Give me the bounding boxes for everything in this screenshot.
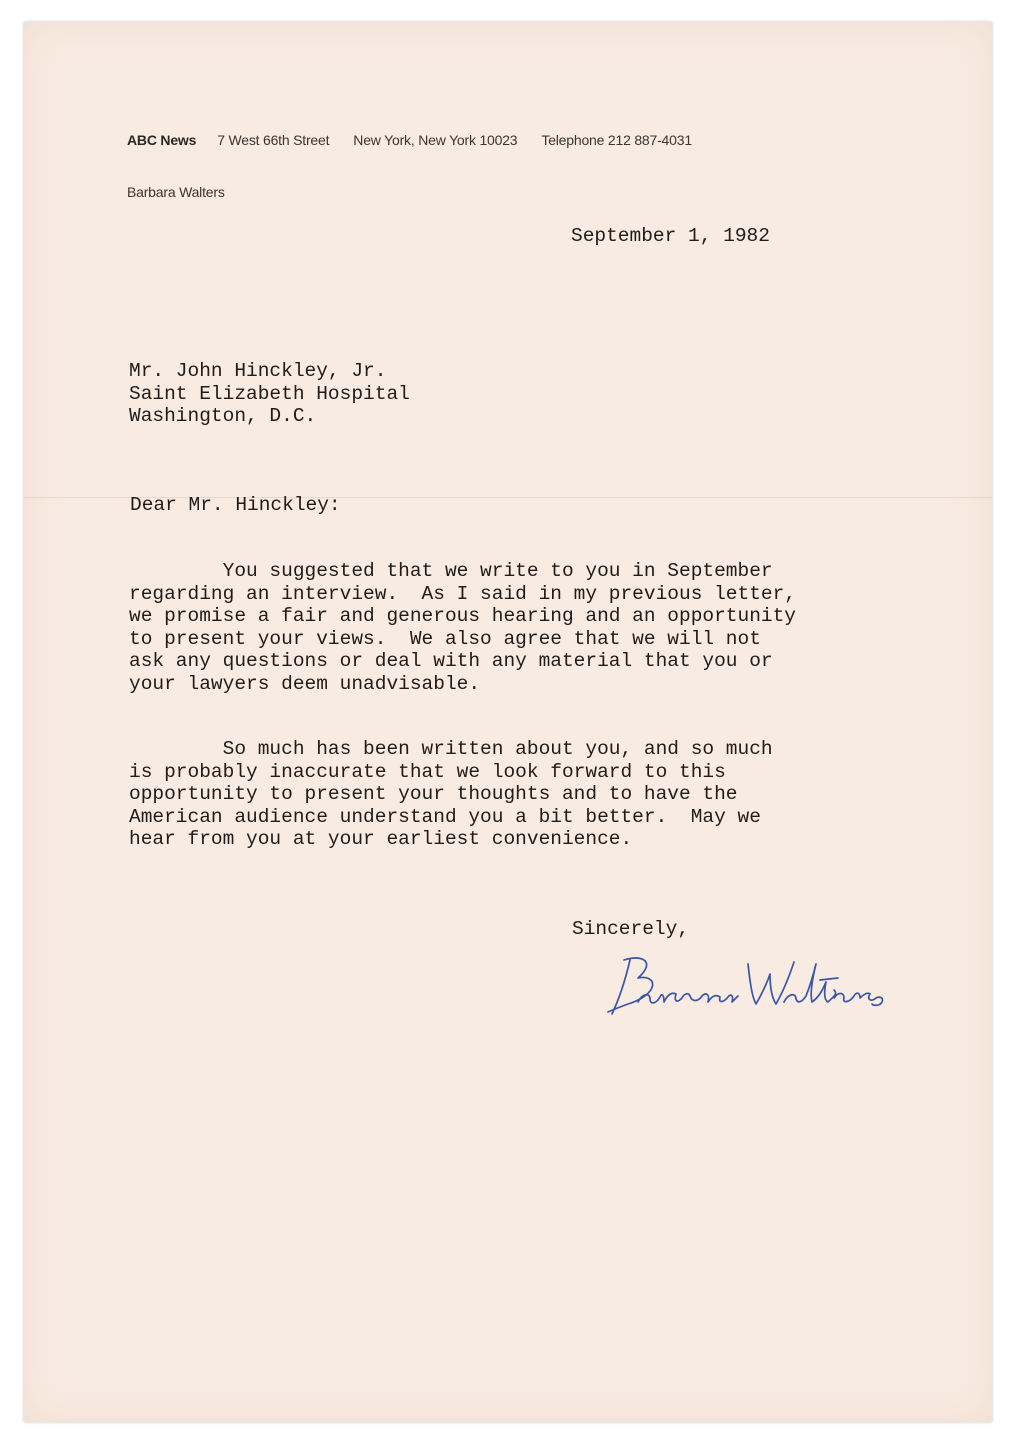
paragraph-line: opportunity to present your thoughts and to have the <box>129 783 738 805</box>
paragraph-line: You suggested that we write to you in September <box>129 560 773 582</box>
body-paragraph-2 <box>129 738 773 851</box>
letterhead-organization: ABC News <box>127 132 197 148</box>
paragraph-line: we promise a fair and generous hearing and an opportunity <box>129 605 797 627</box>
letterhead <box>127 132 692 148</box>
recipient-location: Washington, D.C. <box>129 405 317 427</box>
paragraph-line: your lawyers deem unadvisable. <box>129 672 481 695</box>
paragraph-line: is probably inaccurate that we look forward to this <box>129 760 726 783</box>
recipient-name: Mr. John Hinckley, Jr. <box>129 360 387 382</box>
body-paragraph-1 <box>129 560 796 695</box>
closing: Sincerely, <box>572 918 690 940</box>
handwritten-signature <box>598 952 898 1022</box>
paragraph-line: So much has been written about you, and so much <box>129 738 773 760</box>
paragraph-line: American audience understand you a bit better. May we <box>129 805 761 828</box>
letterhead-street: 7 West 66th Street <box>217 132 330 148</box>
letterhead-city: New York, New York 10023 <box>353 132 518 148</box>
paragraph-line: hear from you at your earliest convenience. <box>129 828 633 850</box>
salutation: Dear Mr. Hinckley: <box>130 494 341 516</box>
paragraph-line: to present your views. We also agree that we will not <box>129 627 761 650</box>
letterhead-sender-name: Barbara Walters <box>127 184 225 200</box>
paragraph-line: regarding an interview. As I said in my previous letter, <box>129 582 797 605</box>
recipient-address <box>129 360 410 428</box>
letter-date: September 1, 1982 <box>571 225 770 247</box>
letter-page <box>24 22 992 1422</box>
paragraph-line: ask any questions or deal with any material that you or <box>129 650 773 672</box>
recipient-institution: Saint Elizabeth Hospital <box>129 382 410 405</box>
letterhead-telephone: Telephone 212 887-4031 <box>541 132 692 148</box>
